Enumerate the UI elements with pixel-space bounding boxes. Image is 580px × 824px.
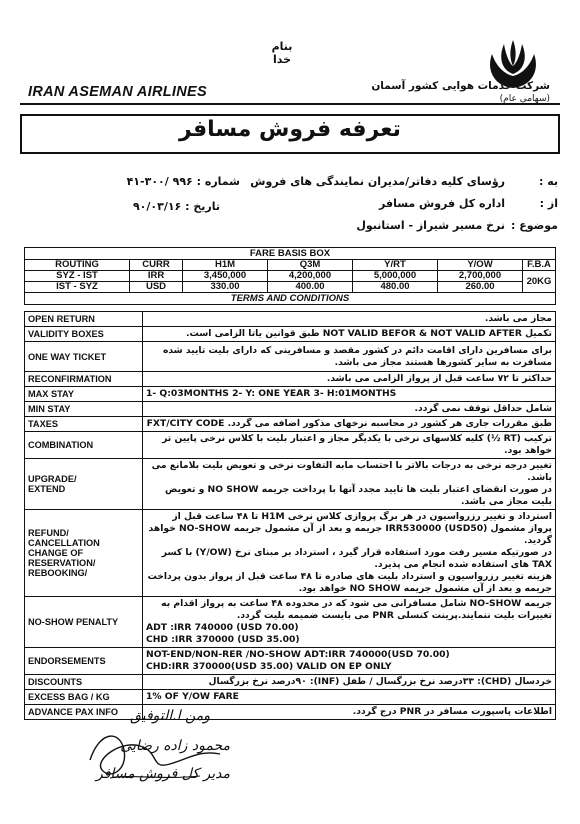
signatory-position: مدیر کل فروش مسافر [95,766,230,782]
document-number: شماره : ۹۹۶ /۳۰۰-۴۱ [126,175,240,188]
to-label: به : [538,175,558,188]
term-value [143,387,556,402]
signatory-name: محمود زاده رضایی [120,738,230,754]
fare-header-cell: ROUTING [25,260,130,271]
term-value [143,690,556,705]
fba-cell: 20KG [523,271,556,293]
term-line: NOT-END/NON-RER /NO-SHOW ADT:IRR 740000(USD 70.00) [146,649,450,660]
term-value [143,372,556,387]
table-row [25,432,556,459]
fare-cell: IRR [130,271,183,282]
table-row [25,282,556,293]
page-title: تعرفه فروش مسافر [179,117,401,142]
to-value: رؤسای کلیه دفاتر/مدیران نمایندگی های فروش [250,175,505,188]
term-line: هزینه تغییر رزرواسیون و استرداد بلیت های صادره تا ۴۸ ساعت قبل از پرواز بدون پرداخت جریمه و بعد از آن مشمول جریمه NO SHOW خواهد بود. [147,571,552,594]
fare-cell: SYZ - IST [25,271,130,282]
term-line: جریمه NO-SHOW شامل مسافرانی می شود که در محدوده ۴۸ ساعت به پرواز اقدام به تغییرات بلیت ننمایند.پرینت کنسلی PNR می بایست ضمیمه بلیت گردد. [161,598,552,621]
penalty-amount: ADT :IRR 740000 (USD 70.00) [146,622,299,633]
airline-name-fa: شرکت خدمات هوایی کشور آسمان [371,80,550,92]
table-row [25,342,556,372]
table-row [25,648,556,675]
terms-caption: TERMS AND CONDITIONS [25,293,556,305]
term-line: در صورتیکه مسیر رفت مورد استفاده قرار گیرد ، استرداد بر مبنای نرخ (Y/OW) با کسر TAX های استفاده شده انجام می پذیرد. [161,547,552,570]
term-label: VALIDITY BOXES [25,327,143,342]
term-label: RECONFIRMATION [25,372,143,387]
term-value [143,342,556,372]
table-row [25,387,556,402]
term-value [143,459,556,510]
fare-header-cell: Y/RT [353,260,438,271]
term-line: ترکیب (RT ½) کلیه کلاسهای نرخی با یکدیگر مجاز و اعتبار بلیت با کلاس نرخی پایین تر خواهد بود. [162,433,552,456]
fare-cell: 2,700,000 [438,271,523,282]
fare-cell: 3,450,000 [183,271,268,282]
term-line: در صورت انقضای اعتبار بلیت ها تایید مجدد آنها با پرداخت جریمه NO SHOW و تعویض بلیت مجاز می باشد. [165,484,552,507]
term-line: برای مسافرین دارای اقامت دائم در کشور مقصد و مسافرینی که دارای بلیت تایید شده مسافرت به سایر کشورها هستند مجاز می باشد. [162,344,552,368]
fare-cell: 330.00 [183,282,268,293]
fare-cell: USD [130,282,183,293]
table-row [25,417,556,432]
table-row [25,312,556,327]
fare-basis-caption: FARE BASIS BOX [25,248,556,260]
fare-header-row [25,260,556,271]
term-label: REFUND/ CANCELLATION CHANGE OF RESERVATION/ REBOOKING/ [25,510,143,597]
term-label: MIN STAY [25,402,143,417]
term-line: 1% OF Y/OW FARE [146,691,239,702]
term-line: مجاز می باشد. [484,313,552,324]
term-value [143,327,556,342]
basmala: بنام خدا [271,40,293,66]
term-label: UPGRADE/ EXTEND [25,459,143,510]
term-label: ONE WAY TICKET [25,342,143,372]
term-label: MAX STAY [25,387,143,402]
table-row [25,690,556,705]
term-value [143,597,556,648]
term-value [143,402,556,417]
term-line: تغییر درجه نرخی به درجات بالاتر با احتساب مابه التفاوت نرخی و تعویض بلیت بلامانع می باشد. [151,460,552,483]
term-label: OPEN RETURN [25,312,143,327]
terms-table [24,311,556,720]
term-label: DISCOUNTS [25,675,143,690]
term-line: استرداد و تغییر رزرواسیون در هر برگ پروازی کلاس نرخی H1M تا ۴۸ ساعت قبل از پرواز مشمول (USD50) IRR530000 جریمه و بعد از آن مشمول جریمه NO-SHOW خواهد گردید. [148,511,552,546]
from-label: از : [539,197,558,210]
fare-cell: 260.00 [438,282,523,293]
term-label: ADVANCE PAX INFO [25,705,143,720]
airline-name-en: IRAN ASEMAN AIRLINES [28,84,207,100]
from-value: اداره کل فروش مسافر [379,197,505,210]
term-value [143,312,556,327]
term-value [143,648,556,675]
fare-header-cell: Q3M [268,260,353,271]
table-row [25,327,556,342]
term-line: شامل حداقل توقف نمی گردد. [414,403,552,414]
term-label: TAXES [25,417,143,432]
table-row [25,271,556,282]
airline-name-fa-sub: (سهامی عام) [499,94,550,104]
fare-basis-table [24,247,556,305]
term-line: 1- Q:03MONTHS 2- Y: ONE YEAR 3- H:01MONTHS [146,388,397,399]
subject-value: نرخ مسیر شیراز - استانبول [356,219,505,232]
fare-cell: IST - SYZ [25,282,130,293]
table-row [25,402,556,417]
term-value [143,417,556,432]
term-line: CHD:IRR 370000(USD 35.00) VALID ON EP ONLY [146,661,392,672]
fare-cell: 5,000,000 [353,271,438,282]
table-row [25,597,556,648]
fare-cell: 4,200,000 [268,271,353,282]
term-value [143,510,556,597]
fare-header-cell: F.B.A [523,260,556,271]
table-row [25,675,556,690]
fare-header-cell: CURR [130,260,183,271]
table-row [25,510,556,597]
term-line: تکمیل NOT VALID BEFOR & NOT VALID AFTER طبق قوانین یاتا الزامی است. [186,328,552,339]
term-line: خردسال (CHD): ۳۳درصد نرخ بزرگسال / طفل (INF): ۹۰درصد نرخ بزرگسال [208,676,552,687]
term-value [143,675,556,690]
table-row [25,372,556,387]
closing-phrase: ومن ا.التوفیق [130,708,210,724]
term-label: EXCESS BAG / KG [25,690,143,705]
term-label: NO-SHOW PENALTY [25,597,143,648]
document-date: تاریخ : ۹۰/۰۳/۱۶ [132,200,220,213]
fare-header-cell: H1M [183,260,268,271]
term-label: ENDORSEMENTS [25,648,143,675]
term-label: COMBINATION [25,432,143,459]
term-line: اطلاعات پاسپورت مسافر در PNR درج گردد. [352,706,552,717]
table-row [25,459,556,510]
fare-header-cell: Y/OW [438,260,523,271]
penalty-amount: CHD :IRR 370000 (USD 35.00) [146,634,300,645]
term-value [143,432,556,459]
term-line: طبق مقررات جاری هر کشور در محاسبه نرخهای مذکور اضافه می گردد. FXT/CITY CODE [146,418,552,429]
fare-cell: 400.00 [268,282,353,293]
header-divider [20,103,560,105]
subject-label: موضوع : [511,219,558,232]
fare-cell: 480.00 [353,282,438,293]
term-line: حداکثر تا ۷۲ ساعت قبل از پرواز الزامی می باشد. [326,373,552,384]
